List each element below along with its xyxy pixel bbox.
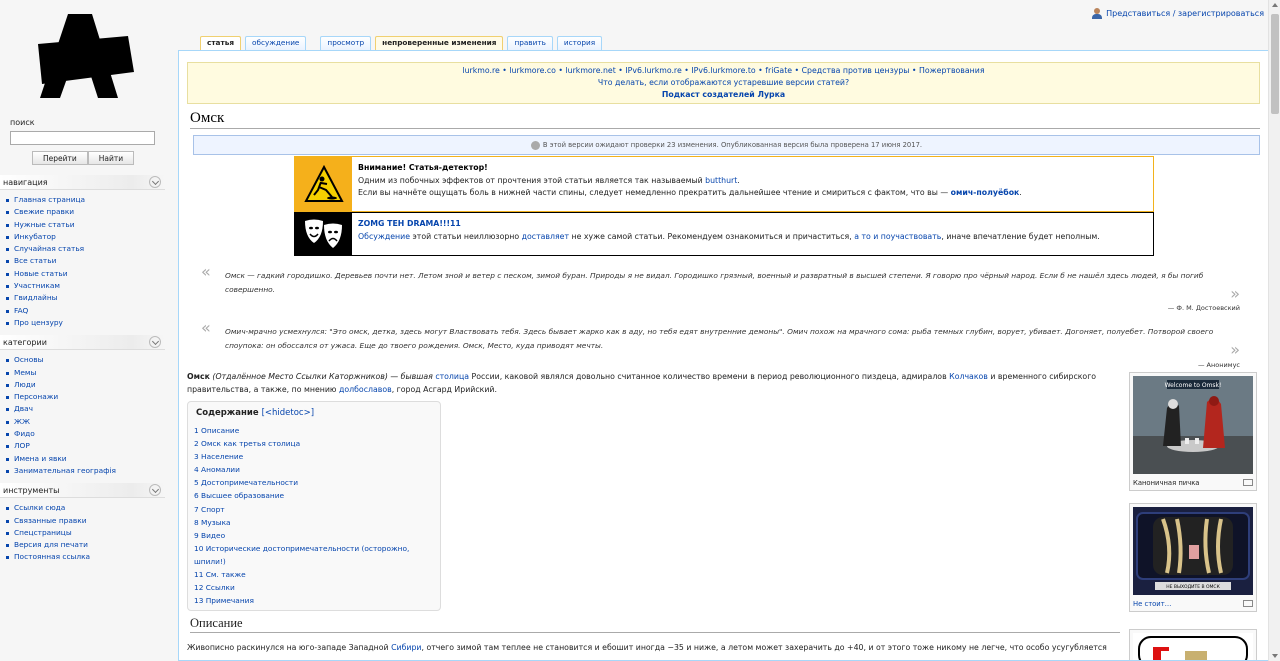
warning-sign-icon <box>295 157 352 211</box>
section-title-description: Описание <box>190 616 1120 633</box>
chevron-down-icon[interactable] <box>149 484 161 496</box>
drama-text <box>352 213 1106 255</box>
sidebar-category-item[interactable]: Двач <box>6 403 165 415</box>
sidebar-category-item[interactable]: Основы <box>6 354 165 366</box>
categories-title[interactable] <box>0 335 165 350</box>
omich-link[interactable]: омич-полуёбок <box>950 188 1020 197</box>
navigation-list <box>0 194 165 329</box>
intro-text-c: и временного сибирского правительства, а также, по мнению <box>187 372 1097 394</box>
categories-title-label: категории <box>3 337 47 347</box>
scrollbar[interactable] <box>1268 0 1280 661</box>
sidebar-nav-item[interactable]: Про цензуру <box>6 317 165 329</box>
toc-item[interactable]: 2 Омск как третья столица <box>194 439 301 449</box>
scroll-down-icon[interactable] <box>1272 654 1278 658</box>
table-of-contents <box>187 401 441 611</box>
sidebar-nav-item[interactable]: Участникам <box>6 280 165 292</box>
user-icon <box>1092 8 1102 19</box>
tab-article[interactable]: статья <box>200 36 241 50</box>
navigation-portlet <box>0 175 165 329</box>
toc-item[interactable]: 3 Население <box>194 452 244 462</box>
toc-item[interactable]: 4 Аномалии <box>194 465 240 475</box>
page-tabs <box>200 36 602 50</box>
warning-line1-end: . <box>737 175 740 185</box>
section-body <box>187 641 1117 654</box>
thumbnail-ne-stoit <box>1129 503 1257 612</box>
search-buttons <box>32 151 165 165</box>
dolboslavy-link[interactable]: долбославов <box>338 385 392 394</box>
sidebar-nav-item[interactable]: Все статьи <box>6 255 165 267</box>
sidebar-tool-item[interactable]: Связанные правки <box>6 515 165 527</box>
find-button[interactable]: Найти <box>88 151 134 165</box>
sidebar-category-item[interactable]: Люди <box>6 379 165 391</box>
toc-item[interactable]: 12 Ссылки <box>194 583 235 593</box>
toc-item[interactable]: 13 Примечания <box>194 596 254 606</box>
warning-box <box>294 156 1154 212</box>
section-text-a: Живописно раскинулся на юго-западе Западной <box>187 643 392 652</box>
thumbnail-sign: НЕ ВЫХОДИТЕ В ОМСК <box>1166 585 1220 590</box>
tab-view[interactable]: просмотр <box>320 36 371 50</box>
warning-line2: Если вы начнёте ощущать боль в нижней части спины, следует немедленно прекратить дальнейшее чтение и смириться с фактом, что вы — <box>358 188 951 197</box>
sidebar <box>0 118 165 570</box>
site-notice <box>187 62 1260 104</box>
scroll-up-icon[interactable] <box>1272 3 1278 7</box>
warning-line2-end: . <box>1019 188 1022 197</box>
quote-author: — Анонимус <box>1197 361 1240 369</box>
toc-item[interactable]: 9 Видео <box>194 530 226 540</box>
toc-item[interactable]: 10 Исторические достопримечательности (осторожно, шпили!) <box>194 543 410 566</box>
sidebar-nav-item[interactable]: Свежие правки <box>6 206 165 218</box>
page-title: Омск <box>190 110 1260 129</box>
thumbnail-pichka <box>1129 372 1257 491</box>
toc-item[interactable]: 11 См. также <box>194 570 246 580</box>
sidebar-category-item[interactable]: Персонажи <box>6 391 165 403</box>
outdated-versions-link[interactable]: Что делать, если отображаются устаревшие версии статей? <box>597 78 850 87</box>
tools-title-label: инструменты <box>3 485 60 495</box>
thumbnail-caption-text: Каноничная пичка <box>1133 479 1200 487</box>
sidebar-tool-item[interactable]: Версия для печати <box>6 539 165 551</box>
tools-portlet <box>0 483 165 563</box>
capital-link[interactable]: столица <box>435 372 470 381</box>
warning-line1: Одним из побочных эффектов от прочтения этой статьи является так называемый <box>358 175 706 185</box>
scrollbar-thumb[interactable] <box>1271 14 1279 114</box>
sidebar-category-item[interactable]: ЛОР <box>6 440 165 452</box>
toc-item[interactable]: 6 Высшее образование <box>194 491 285 501</box>
tools-title[interactable] <box>0 483 165 498</box>
mirror-links[interactable]: lurkmo.re • lurkmore.co • lurkmore.net • IPv6.lurkmo.re • IPv6.lurkmore.to • friGate • Средства против цензуры • Пожертвования <box>462 66 985 75</box>
dostavlyaet-link[interactable]: доставляет <box>521 231 570 241</box>
sidebar-nav-item[interactable]: Новые статьи <box>6 268 165 280</box>
toc-title-label: Содержание <box>196 408 259 418</box>
quote-text: Омск — гадкий городишко. Деревьев почти нет. Летом зной и ветер с песком, зимой буран. Природы я не видал. Городишко грязный, военный и развратный в высшей степени. Я говорю про чёрный народ. Если б не нашёл здесь людей, я бы погиб совершенно. <box>225 271 1204 294</box>
toc-item[interactable]: 7 Спорт <box>194 504 225 514</box>
drama-title-link[interactable]: ZOMG TEH DRAMA!!!11 <box>358 219 461 228</box>
chevron-down-icon[interactable] <box>149 176 161 188</box>
toc-list <box>194 424 434 607</box>
sidebar-nav-item[interactable]: FAQ <box>6 305 165 317</box>
tab-discussion[interactable]: обсуждение <box>245 36 306 50</box>
podcast-link[interactable]: Подкаст создателей Лурка <box>661 90 786 99</box>
intro-text-b: России, каковой являлся довольно считанное количество времени в период революционного пиздеца, адмиралов <box>469 372 950 381</box>
sidebar-nav-item[interactable]: Нужные статьи <box>6 219 165 231</box>
warning-text <box>352 157 1028 211</box>
sidebar-category-item[interactable]: Имена и явки <box>6 453 165 465</box>
search-input[interactable] <box>10 131 155 145</box>
tools-list <box>0 502 165 563</box>
thumbnail-image[interactable] <box>1133 376 1253 474</box>
sidebar-nav-item[interactable]: Главная страница <box>6 194 165 206</box>
quote-dostoevsky <box>201 262 1246 312</box>
tab-history[interactable]: история <box>557 36 602 50</box>
categories-list <box>0 354 165 477</box>
sidebar-tool-item[interactable]: Постоянная ссылка <box>6 551 165 563</box>
site-logo[interactable] <box>30 14 140 98</box>
sidebar-tool-item[interactable]: Спецстраницы <box>6 527 165 539</box>
discussion-link[interactable]: Обсуждение <box>358 231 411 241</box>
intro-bold: Омск <box>187 372 210 381</box>
navigation-title[interactable] <box>0 175 165 190</box>
quote-close-icon: » <box>1230 340 1240 359</box>
theater-masks-icon <box>295 213 352 255</box>
drama-text-b: не хуже самой статьи. Рекомендуем ознакомиться и причаститься, <box>569 231 855 241</box>
participate-link[interactable]: а то и поучаствовать <box>854 231 942 241</box>
thumbnail-caption-text[interactable]: Не стоит… <box>1133 600 1172 608</box>
navigation-title-label: навигация <box>3 177 48 187</box>
intro-text-a: (Отдалённое Место Ссылки Каторжников) — бывшая <box>209 372 436 381</box>
revision-note <box>193 135 1260 155</box>
quote-anonymous <box>201 318 1246 369</box>
toc-toggle[interactable]: [<hidetoc>] <box>261 408 315 418</box>
magnify-icon[interactable] <box>1243 479 1253 486</box>
login-link[interactable]: Представиться / зарегистрироваться <box>1106 8 1264 18</box>
warning-title: Внимание! Статья-детектор! <box>358 163 488 172</box>
search-label: поиск <box>10 118 35 127</box>
sidebar-nav-item[interactable]: Инкубатор <box>6 231 165 243</box>
quote-close-icon: » <box>1230 284 1240 303</box>
quote-author: — Ф. М. Достоевский <box>1167 304 1240 312</box>
sidebar-tool-item[interactable]: Ссылки сюда <box>6 502 165 514</box>
go-button[interactable]: Перейти <box>32 151 88 165</box>
revision-icon <box>531 141 540 150</box>
sidebar-category-item[interactable]: Занимательная географія <box>6 465 165 477</box>
butthurt-link[interactable]: butthurt <box>705 175 738 185</box>
tab-unreviewed-changes[interactable]: непроверенные изменения <box>375 36 503 50</box>
intro-paragraph <box>187 370 1102 396</box>
categories-portlet <box>0 335 165 477</box>
thumbnail-coat-of-arms <box>1129 629 1257 661</box>
toc-item[interactable]: 1 Описание <box>194 426 240 435</box>
thumbnail-caption <box>1133 479 1253 487</box>
thumbnail-sign: Welcome to Omsk! <box>1164 382 1222 389</box>
magnify-icon[interactable] <box>1243 600 1253 607</box>
sidebar-category-item[interactable]: Мемы <box>6 367 165 379</box>
main-content <box>178 50 1268 661</box>
sidebar-nav-item[interactable]: Случайная статья <box>6 243 165 255</box>
sidebar-category-item[interactable]: Фидо <box>6 428 165 440</box>
siberia-link[interactable]: Сибири <box>391 643 422 652</box>
drama-text-a: этой статьи неиллюзорно <box>410 231 522 241</box>
thumbnail-caption <box>1133 600 1253 608</box>
personal-bar <box>1092 0 1264 26</box>
toc-item[interactable]: 5 Достопримечательности <box>194 478 299 488</box>
sidebar-category-item[interactable]: ЖЖ <box>6 416 165 428</box>
drama-text-c: , иначе впечатление будет неполным. <box>941 231 1100 241</box>
quote-open-icon: « <box>201 318 211 337</box>
chevron-down-icon[interactable] <box>149 336 161 348</box>
thumbnail-image[interactable] <box>1133 633 1253 661</box>
drama-box <box>294 212 1154 256</box>
section-text-b: , отчего зимой там теплее не становится и ебошит иногда −35 и ниже, а летом может захерачить до +40, и от этого тоже никому не легче, что особо усугубляется <box>421 643 1107 652</box>
kolchak-link[interactable]: Колчаков <box>949 372 988 381</box>
toc-item[interactable]: 8 Музыка <box>194 517 231 527</box>
tab-edit[interactable]: править <box>507 36 552 50</box>
revision-note-text: В этой версии ожидают проверки 23 изменения. Опубликованная версия была проверена 17 июня 2017. <box>542 141 923 149</box>
toc-title <box>194 408 434 418</box>
thumbnail-image[interactable] <box>1133 507 1253 595</box>
sidebar-nav-item[interactable]: Гвидлайны <box>6 292 165 304</box>
quote-open-icon: « <box>201 262 211 281</box>
intro-text-d: , город Асгард Ирийский. <box>391 385 497 394</box>
quote-text: Омич-мрачно усмехнулся: "Это омск, детка, здесь могут Властвовать тебя. Здесь бывает жарко как в аду, но тебя едят внутренние демоны". Омич похож на мрачного сома: рыба темных глубин, ворует, убивает. Догоняет, полуебет. Потворой своего споупока: он обоссался от ужаса. Еще до твоего рождения. Омск, Место, куда приводят мечты. <box>225 327 1214 350</box>
